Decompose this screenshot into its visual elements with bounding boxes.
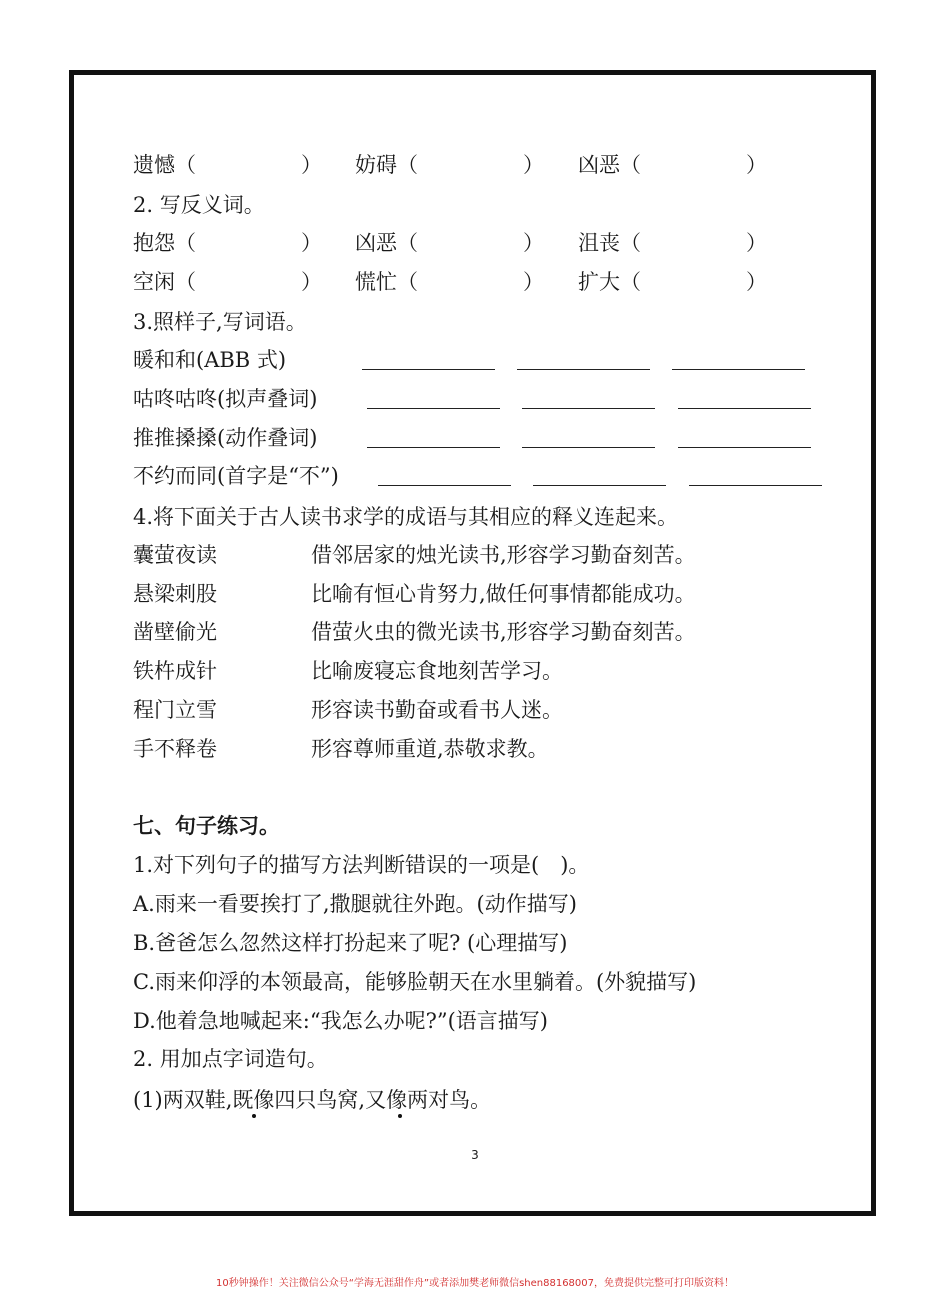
idiom-meaning[interactable]: 形容尊师重道,恭敬求教。: [311, 737, 549, 761]
question-title: 4.将下面关于古人读书求学的成语与其相应的释义连起来。: [133, 505, 679, 529]
answer-blank[interactable]: [533, 485, 666, 486]
sentence-item: (1)两双鞋,既像四只鸟窝,又像两对鸟。: [133, 1088, 492, 1112]
word-item: [578, 229, 767, 257]
idiom[interactable]: 铁杵成针: [133, 659, 217, 683]
pattern-label: 不约而同(首字是“不”): [133, 464, 339, 488]
answer-bracket[interactable]: （ ）: [620, 231, 767, 255]
idiom[interactable]: 手不释卷: [133, 737, 217, 761]
choice-option[interactable]: B.爸爸怎么忽然这样打扮起来了呢? (心理描写): [133, 931, 568, 955]
answer-blank[interactable]: [367, 408, 500, 409]
answer-bracket[interactable]: （ ）: [175, 153, 322, 177]
choice-option[interactable]: A.雨来一看要挨打了,撒腿就往外跑。(动作描写): [133, 892, 577, 916]
word-item: [133, 268, 322, 296]
answer-bracket[interactable]: （ ）: [397, 270, 544, 294]
choice-option[interactable]: D.他着急地喊起来:“我怎么办呢?”(语言描写): [133, 1009, 548, 1033]
word-item: [355, 229, 544, 257]
word: 凶恶: [578, 153, 620, 177]
answer-blank[interactable]: [678, 408, 811, 409]
word: 遗憾: [133, 153, 175, 177]
question-title: 3.照样子,写词语。: [133, 310, 307, 334]
answer-blank[interactable]: [672, 369, 805, 370]
idiom[interactable]: 悬梁刺股: [133, 582, 217, 606]
answer-blank[interactable]: [378, 485, 511, 486]
choice-option[interactable]: C.雨来仰浮的本领最高，能够脸朝天在水里躺着。(外貌描写): [133, 970, 697, 994]
idiom[interactable]: 凿壁偷光: [133, 620, 217, 644]
word: 凶恶: [355, 231, 397, 255]
emphasis-dot: [398, 1114, 402, 1118]
word-item: [578, 268, 767, 296]
word: 慌忙: [355, 270, 397, 294]
word-item: [133, 151, 322, 179]
answer-bracket[interactable]: （ ）: [397, 231, 544, 255]
word: 空闲: [133, 270, 175, 294]
answer-bracket[interactable]: （ ）: [397, 153, 544, 177]
idiom-meaning[interactable]: 借萤火虫的微光读书,形容学习勤奋刻苦。: [311, 620, 696, 644]
pattern-label: 暖和和(ABB 式): [133, 348, 287, 372]
section-title: 七、句子练习。: [133, 813, 280, 838]
answer-blank[interactable]: [362, 369, 495, 370]
idiom-meaning[interactable]: 形容读书勤奋或看书人迷。: [311, 698, 563, 722]
idiom-meaning[interactable]: 比喻有恒心肯努力,做任何事情都能成功。: [311, 582, 696, 606]
answer-bracket[interactable]: （ ）: [175, 270, 322, 294]
answer-blank[interactable]: [522, 408, 655, 409]
answer-blank[interactable]: [689, 485, 822, 486]
word: 扩大: [578, 270, 620, 294]
answer-bracket[interactable]: （ ）: [620, 153, 767, 177]
answer-blank[interactable]: [367, 447, 500, 448]
word-item: [133, 229, 322, 257]
answer-blank[interactable]: [517, 369, 650, 370]
answer-blank[interactable]: [522, 447, 655, 448]
question-title: 1.对下列句子的描写方法判断错误的一项是( )。: [133, 853, 590, 877]
idiom[interactable]: 程门立雪: [133, 698, 217, 722]
word: 抱怨: [133, 231, 175, 255]
word-item: [355, 268, 544, 296]
page-number: 3: [471, 1148, 479, 1162]
footer-notice: 10秒钟操作！关注微信公众号“学海无涯甜作舟”或者添加樊老师微信shen88168007，免费提供完整可打印版资料！: [215, 1278, 735, 1289]
word-item: [355, 151, 544, 179]
word: 妨碍: [355, 153, 397, 177]
idiom-meaning[interactable]: 借邻居家的烛光读书,形容学习勤奋刻苦。: [311, 543, 696, 567]
idiom[interactable]: 囊萤夜读: [133, 543, 217, 567]
answer-bracket[interactable]: （ ）: [620, 270, 767, 294]
question-title: 2. 用加点字词造句。: [133, 1047, 328, 1071]
answer-bracket[interactable]: （ ）: [175, 231, 322, 255]
word-item: [578, 151, 767, 179]
pattern-label: 推推搡搡(动作叠词): [133, 426, 318, 450]
word: 沮丧: [578, 231, 620, 255]
pattern-label: 咕咚咕咚(拟声叠词): [133, 387, 318, 411]
answer-blank[interactable]: [678, 447, 811, 448]
question-title: 2. 写反义词。: [133, 193, 265, 217]
idiom-meaning[interactable]: 比喻废寝忘食地刻苦学习。: [311, 659, 563, 683]
emphasis-dot: [252, 1114, 256, 1118]
